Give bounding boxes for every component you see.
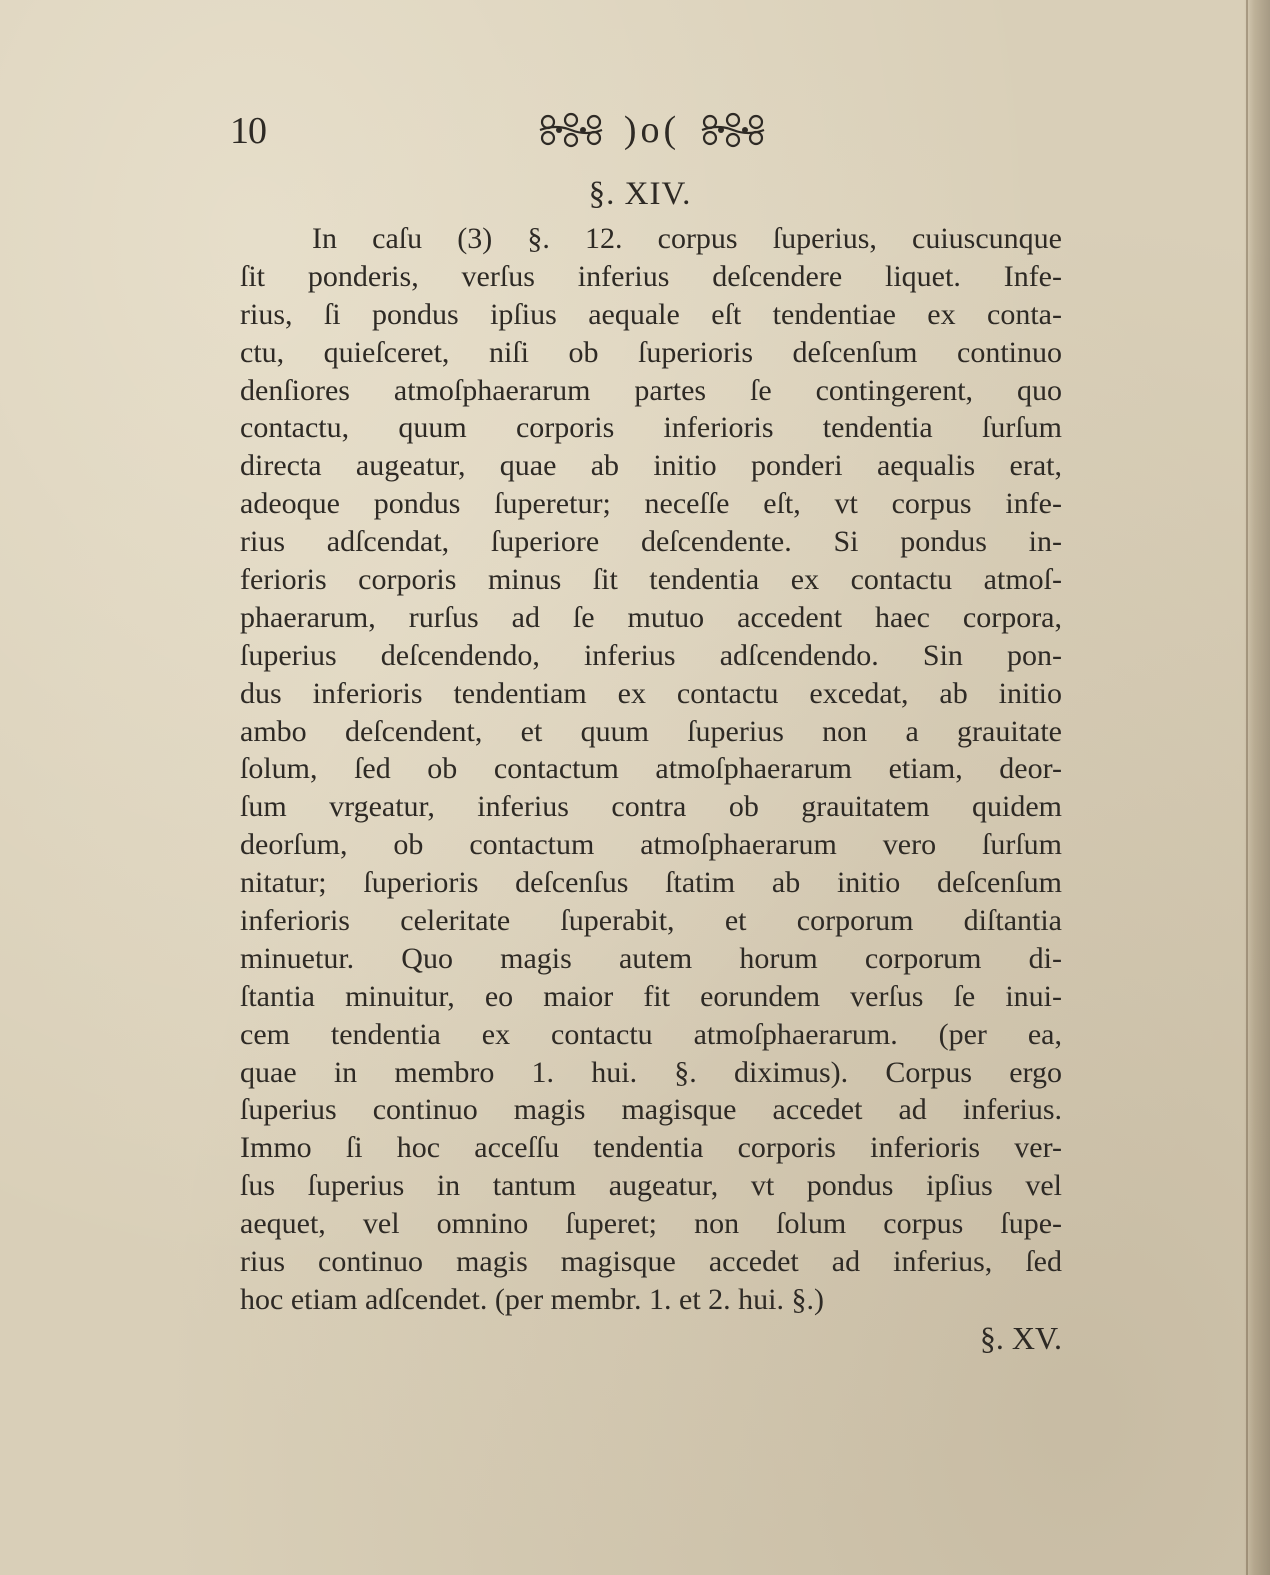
text-line: dus inferioris tendentiam ex contactu excedat, ab initio — [240, 676, 1062, 710]
text-line: inferioris celeritate ſuperabit, et corporum diſtantia — [240, 904, 1062, 938]
text-line: quae in membro 1. hui. §. diximus). Corpus ergo — [240, 1055, 1062, 1089]
body-text — [240, 220, 1062, 1319]
text-line: ctu, quieſceret, niſi ob ſuperioris deſcenſum continuo — [240, 335, 1062, 369]
section-heading: §. XIV. — [588, 176, 692, 212]
text-line: rius continuo magis magisque accedet ad inferius, ſed — [240, 1245, 1062, 1279]
fleuron-right-icon — [698, 110, 768, 150]
fleuron-left-icon — [536, 110, 606, 150]
text-line: denſiores atmoſphaerarum partes ſe contingerent, quo — [240, 373, 1062, 407]
running-head — [492, 105, 812, 155]
text-line: cem tendentia ex contactu atmoſphaerarum. (per ea, — [240, 1017, 1062, 1051]
text-line: In caſu (3) §. 12. corpus ſuperius, cuiuscunque — [312, 222, 1062, 255]
catchword: §. XV. — [979, 1320, 1062, 1356]
text-line: adeoque pondus ſuperetur; neceſſe eſt, vt corpus infe- — [240, 487, 1062, 521]
text-line: ferioris corporis minus ſit tendentia ex contactu atmoſ- — [240, 563, 1062, 597]
running-head-mark: )o( — [623, 109, 681, 151]
text-line: directa augeatur, quae ab initio ponderi aequalis erat, — [240, 449, 1062, 483]
text-line: rius, ſi pondus ipſius aequale eſt tendentiae ex conta- — [240, 297, 1062, 331]
text-line: ſolum, ſed ob contactum atmoſphaerarum etiam, deor- — [240, 752, 1062, 786]
text-line: phaerarum, rurſus ad ſe mutuo accedent haec corpora, — [240, 600, 1062, 634]
text-line: ſuperius deſcendendo, inferius adſcendendo. Sin pon- — [240, 638, 1062, 672]
text-line: minuetur. Quo magis autem horum corporum di- — [240, 941, 1062, 975]
text-line: contactu, quum corporis inferioris tendentia ſurſum — [240, 411, 1062, 445]
text-line: ſus ſuperius in tantum augeatur, vt pondus ipſius vel — [240, 1169, 1062, 1203]
text-line: hoc etiam adſcendet. (per membr. 1. et 2. hui. §.) — [240, 1282, 824, 1316]
text-line: ſuperius continuo magis magisque accedet ad inferius. — [240, 1093, 1062, 1127]
text-line: rius adſcendat, ſuperiore deſcendente. Si pondus in- — [240, 525, 1062, 559]
page-edge-line — [1246, 0, 1248, 1575]
page-number: 10 — [230, 110, 266, 152]
text-line: ſtantia minuitur, eo maior fit eorundem verſus ſe inui- — [240, 979, 1062, 1013]
text-line: nitatur; ſuperioris deſcenſus ſtatim ab initio deſcenſum — [240, 866, 1062, 900]
text-line: deorſum, ob contactum atmoſphaerarum vero ſurſum — [240, 828, 1062, 862]
text-line: ſit ponderis, verſus inferius deſcendere liquet. Infe- — [240, 259, 1062, 293]
text-line: Immo ſi hoc acceſſu tendentia corporis inferioris ver- — [240, 1131, 1062, 1165]
text-line: aequet, vel omnino ſuperet; non ſolum corpus ſupe- — [240, 1207, 1062, 1241]
page-header — [230, 105, 1060, 155]
text-line: ambo deſcendent, et quum ſuperius non a grauitate — [240, 714, 1062, 748]
text-line: ſum vrgeatur, inferius contra ob grauitatem quidem — [240, 790, 1062, 824]
